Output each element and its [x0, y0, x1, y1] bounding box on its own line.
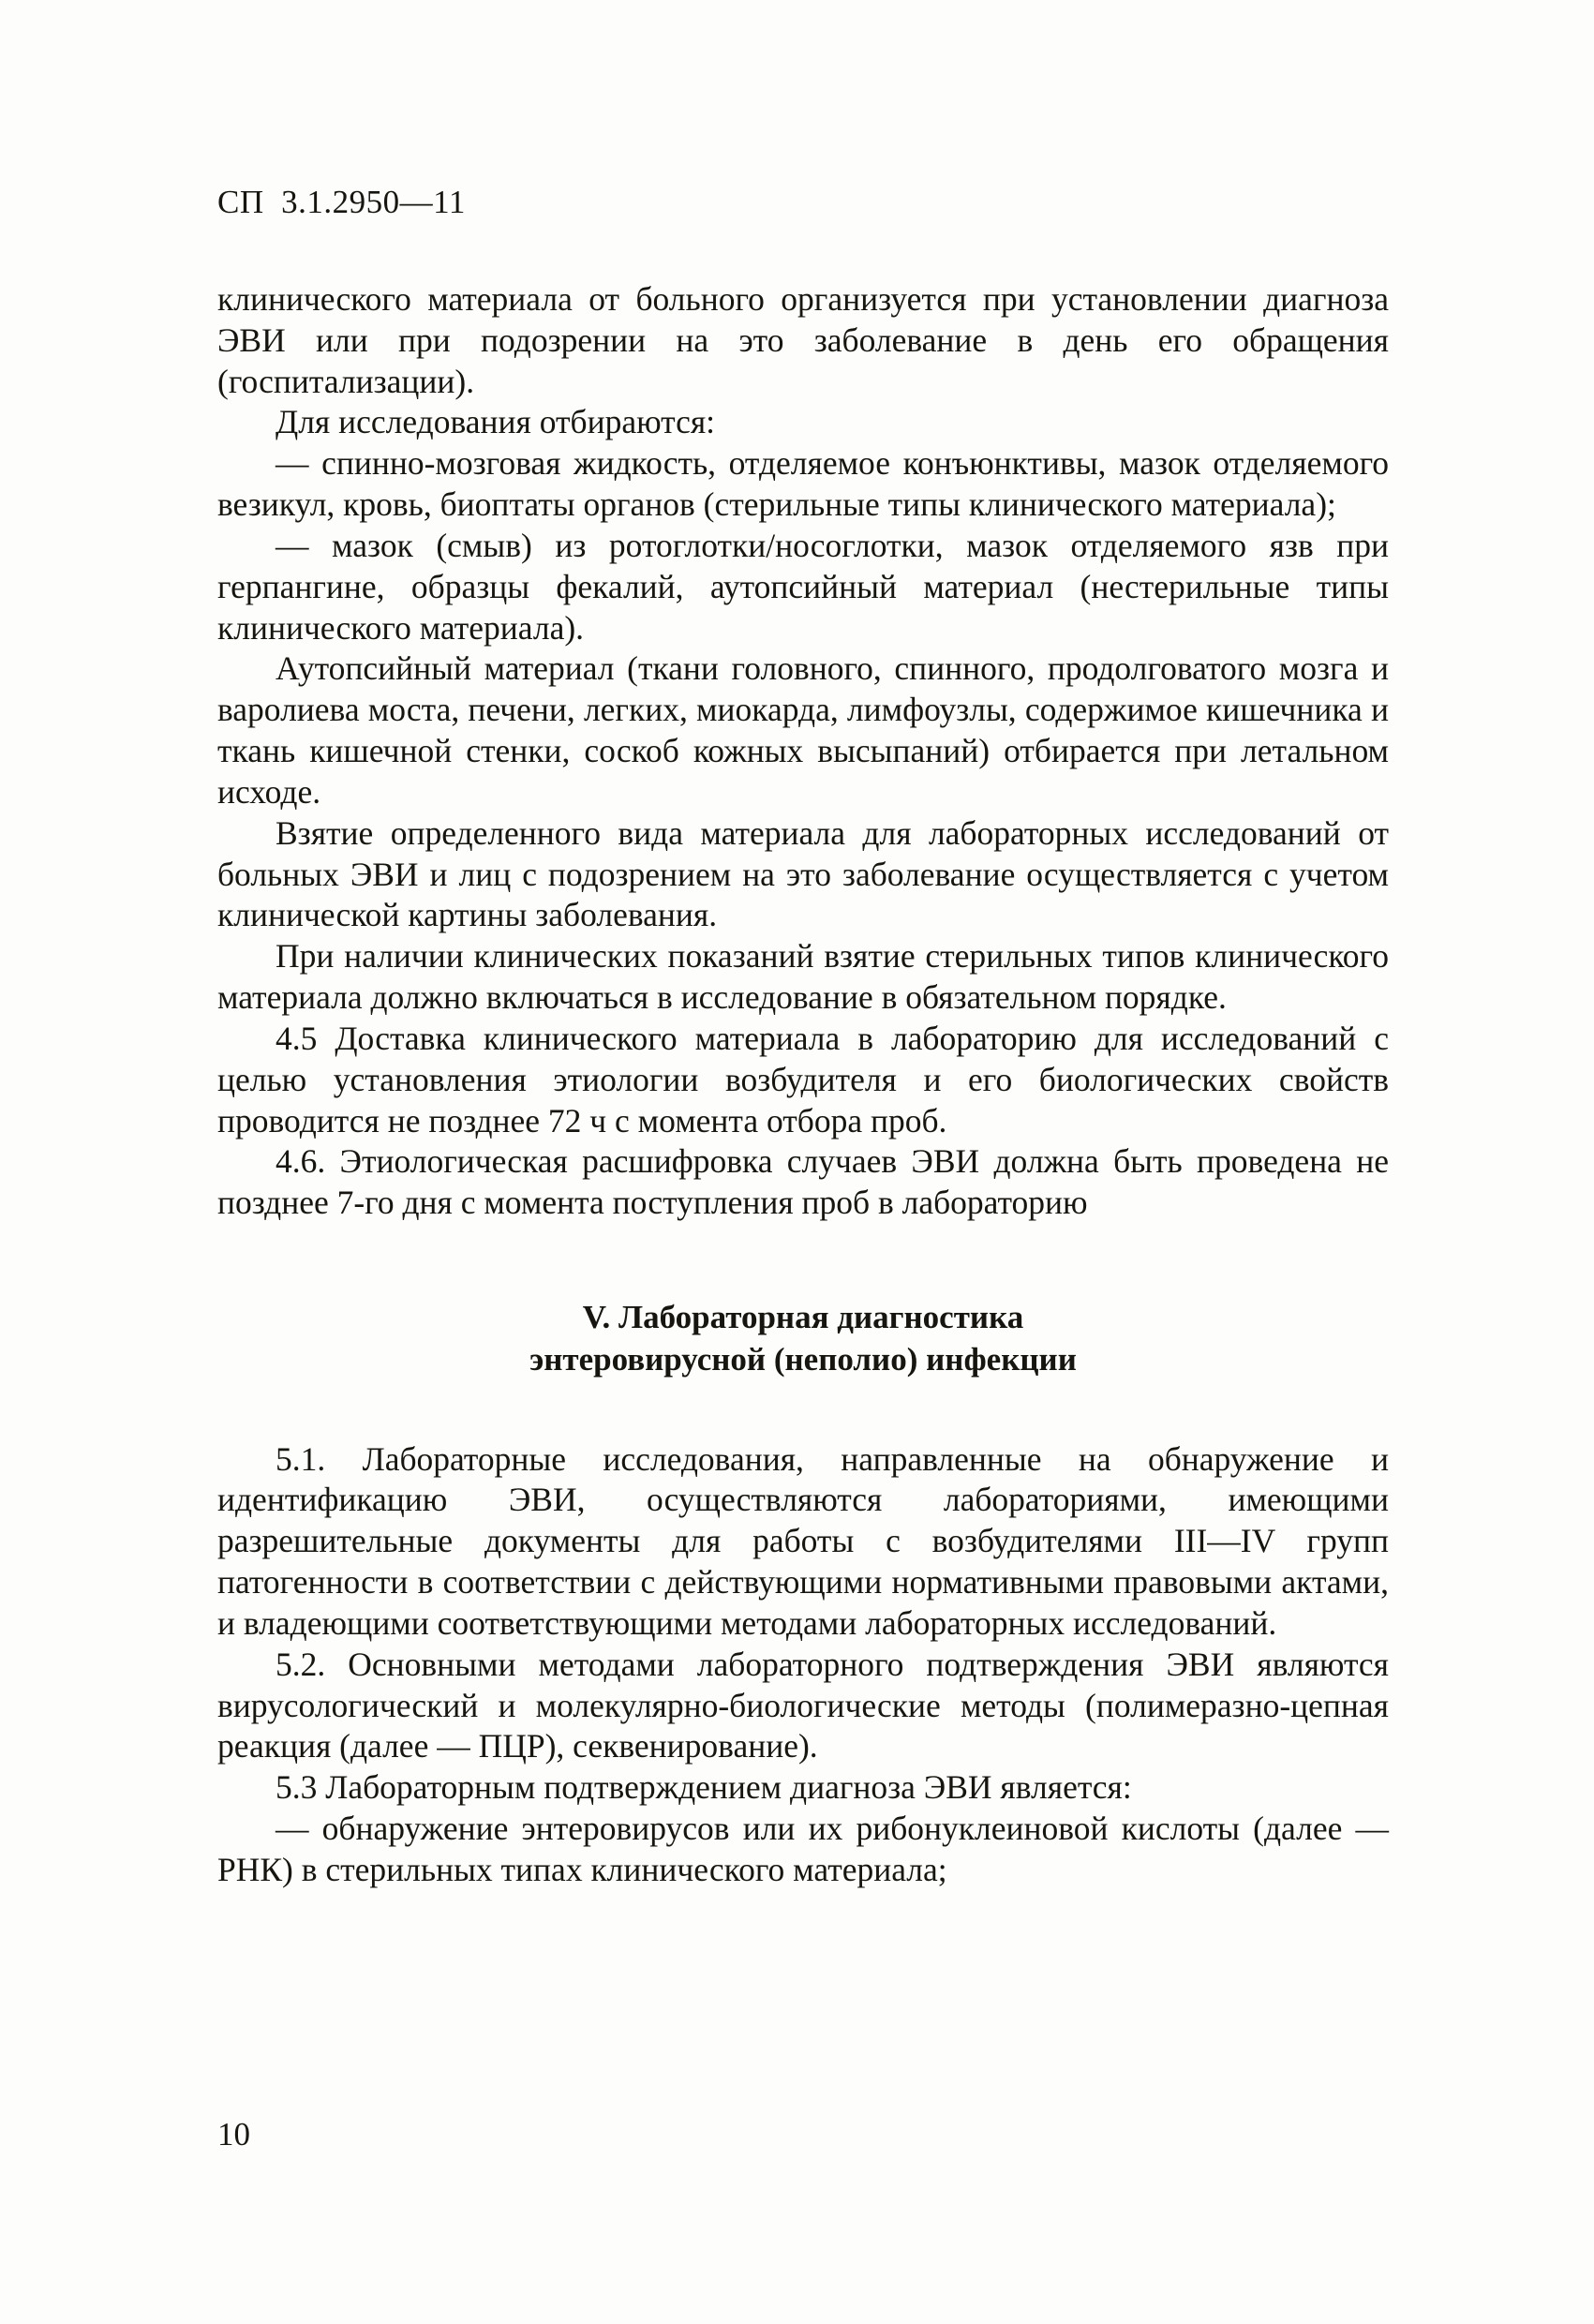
page-content — [217, 184, 1389, 1891]
paragraph: 4.6. Этиологическая расшифровка случаев ЭВИ должна быть проведена не позднее 7-го дня с момента поступления проб в лабораторию — [217, 1142, 1389, 1222]
paragraph: Для исследования отбираются: — [276, 403, 716, 441]
section-heading-line-2: энтеровирусной (неполио) инфекции — [529, 1340, 1077, 1378]
paragraph: — спинно-мозговая жидкость, отделяемое конъюнктивы, мазок отделяемого везикул, кровь, биоптаты органов (стерильные типы клинического материала); — [217, 444, 1389, 524]
paragraph: клинического материала от больного организуется при установлении диагноза ЭВИ или при подозрении на это заболевание в день его обращения (госпитализации). — [217, 280, 1389, 400]
paragraph: 5.1. Лабораторные исследования, направленные на обнаружение и идентификацию ЭВИ, осуществляются лабораториями, имеющими разрешительные документы для работы с возбудителями III—IV групп патогенности в соответствии с действующими нормативными правовыми актами, и владеющими соответствующими методами лабораторных исследований. — [217, 1439, 1389, 1642]
section-heading-line-1: V. Лабораторная диагностика — [582, 1299, 1024, 1336]
paragraph: Взятие определенного вида материала для лабораторных исследований от больных ЭВИ и лиц с подозрением на это заболевание осуществляется с учетом клинической картины заболевания. — [217, 813, 1389, 934]
paragraph: — обнаружение энтеровирусов или их рибонуклеиновой кислоты (далее — РНК) в стерильных типах клинического материала; — [217, 1810, 1389, 1888]
paragraph: Аутопсийный материал (ткани головного, спинного, продолговатого мозга и варолиева моста, печени, легких, миокарда, лимфоузлы, содержимое кишечника и ткань кишечной стенки, соскоб кожных высыпаний) отбирается при летальном исходе. — [217, 649, 1389, 811]
paragraph: При наличии клинических показаний взятие стерильных типов клинического материала должно включаться в исследование в обязательном порядке. — [217, 937, 1389, 1017]
paragraph: 5.3 Лабораторным подтверждением диагноза ЭВИ является: — [276, 1768, 1132, 1807]
section-heading — [217, 1297, 1389, 1381]
paragraph: 4.5 Доставка клинического материала в лабораторию для исследований с целью установления этиологии возбудителя и его биологических свойств проводится не позднее 72 ч с момента отбора проб. — [217, 1019, 1389, 1140]
page-number: 10 — [217, 2116, 250, 2153]
paragraph: — мазок (смыв) из ротоглотки/носоглотки, мазок отделяемого язв при герпангине, образцы фекалий, аутопсийный материал (нестерильные типы клинического материала). — [217, 526, 1389, 647]
document-header: СП 3.1.2950—11 — [217, 184, 466, 220]
paragraph: 5.2. Основными методами лабораторного подтверждения ЭВИ являются вирусологический и молекулярно-биологические методы (полимеразно-цепная реакция (далее — ПЦР), секвенирование). — [217, 1645, 1389, 1765]
